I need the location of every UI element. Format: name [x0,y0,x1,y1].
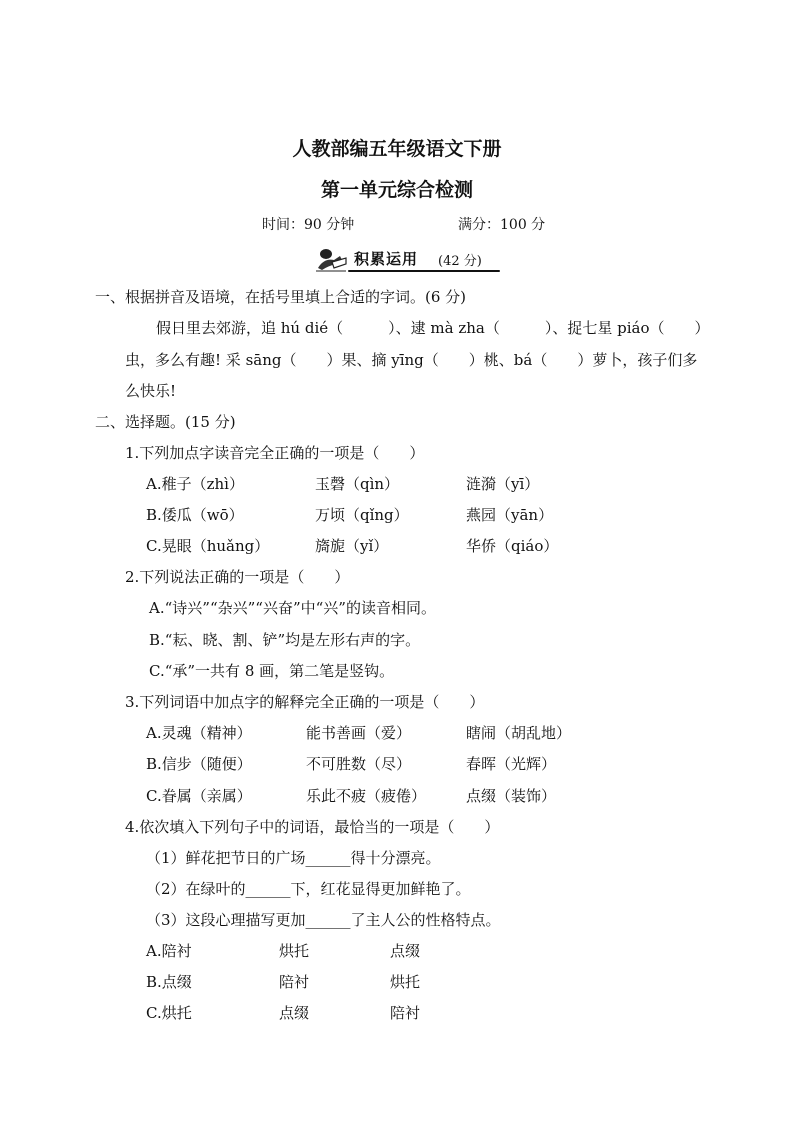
sub3-option-b-3: 春晖（光辉） [466,755,557,773]
subquestion-4-stem: 4.依次填入下列句子中的词语，最恰当的一项是（ ） [125,818,500,836]
sub4-sentence-2: （2）在绿叶的______下，红花显得更加鲜艳了。 [146,880,471,898]
sub1-option-a-1: A.稚子（zhì） [146,475,244,493]
sub3-option-a-1: A.灵魂（精神） [146,724,252,742]
sub1-option-b-3: 燕园（yān） [466,506,554,524]
sub4-option-a-1: A.陪衬 [146,942,192,960]
time-label: 时间：90 分钟 [262,217,355,233]
question-1-line-1: 假日里去郊游，追 hú dié（ ）、逮 mà zha（ ）、捉七星 piáo（ ） [156,319,710,337]
question-1-line-3: 么快乐! [125,382,177,400]
sub2-option-a: A.“诗兴”“杂兴”“兴奋”中“兴”的读音相同。 [149,599,436,617]
sub3-option-c-3: 点缀（装饰） [466,787,557,805]
sub3-option-a-2: 能书善画（爱） [306,724,412,742]
section-title: 积累运用 [354,250,419,268]
sub1-option-a-3: 涟漪（yī） [466,475,540,493]
subquestion-2-stem: 2.下列说法正确的一项是（ ） [125,568,350,586]
sub4-sentence-1: （1）鲜花把节日的广场______得十分漂亮。 [146,849,441,867]
subquestion-1-stem: 1.下列加点字读音完全正确的一项是（ ） [125,444,425,462]
sub4-option-c-1: C.烘托 [146,1004,192,1022]
sub4-option-c-2: 点缀 [279,1004,310,1022]
question-1-line-2: 虫，多么有趣! 采 sāng（ ）果、摘 yīng（ ）桃、bá（ ）萝卜，孩子们多 [125,351,698,369]
sub1-option-b-2: 万顷（qǐng） [315,506,409,524]
sub1-option-b-1: B.倭瓜（wō） [146,506,244,524]
sub3-option-c-1: C.眷属（亲属） [146,787,252,805]
sub4-option-b-3: 烘托 [390,973,421,991]
section-score: (42 分) [438,254,482,269]
sub4-option-c-3: 陪衬 [390,1004,421,1022]
sub4-option-b-2: 陪衬 [279,973,310,991]
sub4-option-a-3: 点缀 [390,942,421,960]
sub1-option-a-2: 玉磬（qìn） [315,475,400,493]
sub4-option-a-2: 烘托 [279,942,310,960]
page-subtitle: 第一单元综合检测 [320,179,473,201]
sub3-option-b-2: 不可胜数（尽） [306,755,412,773]
subquestion-3-stem: 3.下列词语中加点字的解释完全正确的一项是（ ） [125,693,485,711]
sub1-option-c-2: 旖旎（yǐ） [315,537,389,555]
question-1-heading: 一、根据拼音及语境，在括号里填上合适的字词。(6 分) [95,288,467,306]
sub3-option-b-1: B.信步（随便） [146,755,252,773]
sub4-sentence-3: （3）这段心理描写更加______了主人公的性格特点。 [146,911,501,929]
sub1-option-c-3: 华侨（qiáo） [466,537,559,555]
question-2-heading: 二、选择题。(15 分) [95,413,236,431]
section-underline [348,270,500,272]
sub2-option-b: B.“耘、晓、割、铲”均是左形右声的字。 [149,631,421,649]
sub4-option-b-1: B.点缀 [146,973,192,991]
sub3-option-c-2: 乐此不疲（疲倦） [306,787,427,805]
reading-figure-icon [314,246,348,272]
sub2-option-c: C.“承”一共有 8 画，第二笔是竖钩。 [149,662,395,680]
page-title: 人教部编五年级语文下册 [292,138,502,160]
sub3-option-a-3: 瞎闹（胡乱地） [466,724,572,742]
score-label: 满分：100 分 [458,217,546,233]
section-banner [312,246,500,272]
sub1-option-c-1: C.晃眼（huǎng） [146,537,270,555]
